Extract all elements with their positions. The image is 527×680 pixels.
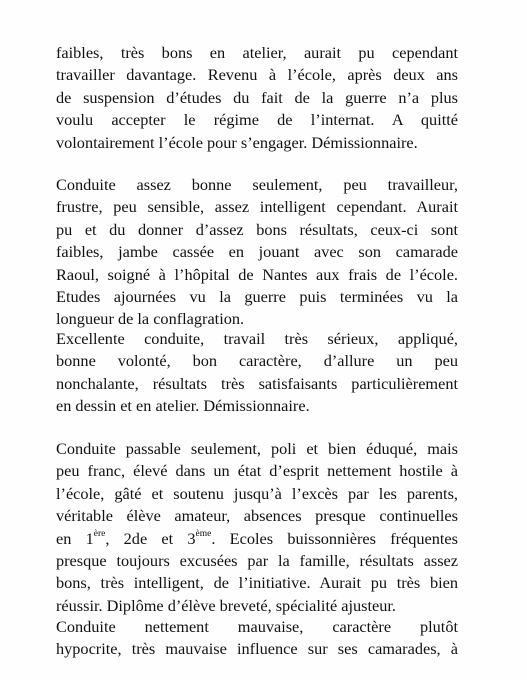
ordinal-suffix-1: ère <box>93 529 106 540</box>
text-line: travailler davantage. Revenu à l’école, après deux ans <box>56 65 458 85</box>
text-line: nonchalante, résultats très satisfaisants particulièrement <box>56 373 458 393</box>
text-line: de suspension d’études du fait de la guerre n’a plus <box>56 87 458 107</box>
text-line: réussir. Diplôme d’élève breveté, spécialité ajusteur. <box>56 595 396 615</box>
text-line: bons, très intelligent, de l’initiative. Aurait pu très bien <box>56 573 458 593</box>
paragraph-1 <box>56 42 458 154</box>
text-line: bonne volonté, bon caractère, d’allure un peu <box>56 351 458 371</box>
ordinal-suffix-2: ème <box>195 529 212 540</box>
text-line: Conduite nettement mauvaise, caractère plutôt <box>56 617 458 636</box>
text-line: Excellente conduite, travail très sérieux, appliqué, <box>56 329 458 348</box>
text-line: Etudes ajournées vu la guerre puis terminées vu la <box>56 286 458 306</box>
text-line: faibles, jambe cassée en jouant avec son camarade <box>56 242 458 262</box>
text-line: faibles, très bons en atelier, aurait pu cependant <box>56 43 458 62</box>
ordinal-mid: , 2de et 3 <box>105 528 196 548</box>
text-line: Raoul, soigné à l’hôpital de Nantes aux frais de l’école. <box>56 264 458 284</box>
paragraph-4 <box>56 438 458 617</box>
text-line: en dessin et en atelier. Démissionnaire. <box>56 396 310 416</box>
text-line: longueur de la conflagration. <box>56 309 245 329</box>
text-line: l’école, gâté et soutenu jusqu’à l’excès par les parents, <box>56 483 458 503</box>
ordinal-prefix: en 1 <box>56 528 94 548</box>
text-line: Conduite passable seulement, poli et bien éduqué, mais <box>56 439 458 458</box>
text-line: véritable élève amateur, absences presque continuelles <box>56 506 458 526</box>
text-line: presque toujours excusées par la famille, résultats assez <box>56 550 458 570</box>
paragraph-3 <box>56 328 458 418</box>
text-line: hypocrite, très mauvaise influence sur ses camarades, à <box>56 639 458 659</box>
text-line: Conduite assez bonne seulement, peu travailleur, <box>56 175 458 194</box>
paragraph-5 <box>56 616 458 661</box>
text-line: frustre, peu sensible, assez intelligent cependant. Aurait <box>56 197 458 217</box>
text-line: voulu accepter le régime de l’internat. A quitté <box>56 110 458 130</box>
paragraph-2 <box>56 174 458 331</box>
ordinal-rest: . Ecoles buissonnières fréquentes <box>211 528 458 548</box>
text-line: peu franc, élevé dans un état d’esprit nettement hostile à <box>56 461 458 481</box>
text-line: pu et du donner d’assez bons résultats, ceux-ci sont <box>56 219 458 239</box>
text-line: volontairement l’école pour s’engager. Démissionnaire. <box>56 132 418 152</box>
text-line-ordinals <box>56 528 458 550</box>
